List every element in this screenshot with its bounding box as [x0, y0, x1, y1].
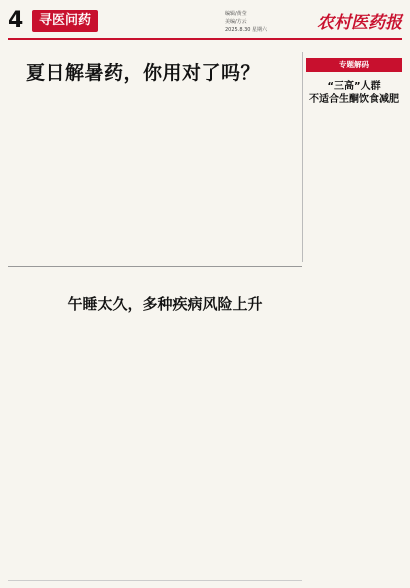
- section-tag: 寻医问药: [32, 10, 98, 32]
- sidebar-label: 专题解码: [306, 58, 402, 72]
- sidebar-column: [306, 58, 402, 588]
- header-rule: [8, 38, 402, 40]
- sidebar-title-line: 不适合生酮饮食减肥: [309, 94, 399, 105]
- page-meta: [225, 10, 267, 34]
- meta-line: 美编/方云: [225, 19, 247, 25]
- sidebar-title: [306, 80, 402, 106]
- sidebar-title-line: “三高”人群: [327, 81, 381, 92]
- footer-rule: [8, 580, 302, 581]
- meta-line: 编辑/黄莹: [225, 11, 247, 17]
- second-article-title: 午睡太久，多种疾病风险上升: [67, 295, 263, 313]
- lead-article-title: 夏日解暑药，你用对了吗？: [26, 62, 261, 84]
- masthead-logo: 农村医药报: [317, 13, 402, 33]
- column-divider: [302, 52, 303, 262]
- page-number: 4: [8, 8, 24, 33]
- page-header: [0, 0, 410, 42]
- meta-line: 2025.8.30 星期六: [225, 27, 268, 33]
- section-divider: [8, 266, 302, 267]
